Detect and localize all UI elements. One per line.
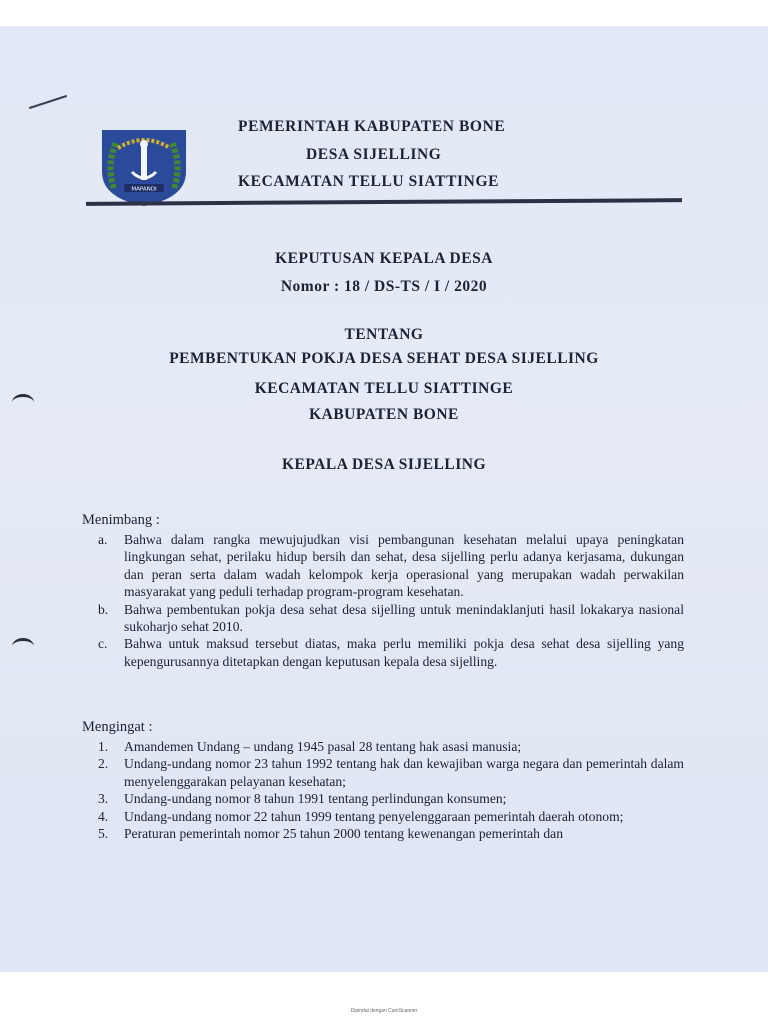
list-item xyxy=(98,790,684,807)
list-item xyxy=(98,808,684,825)
list-marker: 1. xyxy=(98,739,109,754)
list-text: Bahwa dalam rangka mewujujudkan visi pembangunan kesehatan melalui upaya peningkatan lingkungan sehat, perilaku hidup bersih dan sehat, desa sijelling perlu adanya kerjasama, dukungan dan peran serta dalam wadah kelompok kerja operasional yang merupakan wadah perwakilan masyarakat yang peduli terhadap program-program kesehatan. xyxy=(124,532,684,600)
header-district: KECAMATAN TELLU SIATTINGE xyxy=(238,173,500,190)
decree-about: TENTANG xyxy=(344,326,424,343)
list-text: Undang-undang nomor 22 tahun 1999 tentang penyelenggaraan pemerintah daerah otonom; xyxy=(124,808,624,824)
list-item xyxy=(98,738,684,755)
decree-title: KEPUTUSAN KEPALA DESA xyxy=(275,250,493,267)
list-item xyxy=(98,755,684,790)
list-item xyxy=(98,531,684,601)
list-text: Amandemen Undang – undang 1945 pasal 28 tentang hak asasi manusia; xyxy=(124,739,522,754)
menimbang-list xyxy=(98,531,684,670)
list-text: Peraturan pemerintah nomor 25 tahun 2000 tentang kewenangan pemerintah dan xyxy=(124,826,564,842)
list-marker: c. xyxy=(98,636,108,652)
svg-text:MAPANDI: MAPANDI xyxy=(131,186,157,193)
list-marker: 5. xyxy=(98,826,109,842)
decree-issuer: KEPALA DESA SIJELLING xyxy=(281,456,487,473)
header-government: PEMERINTAH KABUPATEN BONE xyxy=(238,118,506,135)
header-village: DESA SIJELLING xyxy=(306,146,442,163)
punch-hole-mark xyxy=(12,638,34,655)
list-marker: b. xyxy=(98,601,109,617)
list-marker: a. xyxy=(98,532,108,547)
decree-subject-regency: KABUPATEN BONE xyxy=(309,406,459,423)
regency-emblem-icon xyxy=(98,126,190,208)
list-item xyxy=(98,635,684,670)
pen-mark xyxy=(29,95,68,109)
decree-subject-district: KECAMATAN TELLU SIATTINGE xyxy=(254,380,514,397)
decree-subject: PEMBENTUKAN POKJA DESA SEHAT DESA SIJELLING xyxy=(169,350,599,367)
list-text: Undang-undang nomor 8 tahun 1991 tentang perlindungan konsumen; xyxy=(124,791,507,807)
decree-number: Nomor : 18 / DS-TS / I / 2020 xyxy=(280,278,488,295)
list-marker: 2. xyxy=(98,756,109,772)
list-text: Undang-undang nomor 23 tahun 1992 tentang hak dan kewajiban warga negara dan pemerintah dalam menyelenggarakan pelayanan kesehatan; xyxy=(124,756,684,789)
list-marker: 3. xyxy=(98,791,109,807)
list-text: Bahwa pembentukan pokja desa sehat desa sijelling untuk menindaklanjuti hasil lokakarya nasional sukoharjo sehat 2010. xyxy=(124,601,684,635)
menimbang-heading: Menimbang : xyxy=(82,512,160,528)
mengingat-heading: Mengingat : xyxy=(82,719,153,735)
mengingat-list xyxy=(98,738,684,842)
list-item xyxy=(98,825,684,842)
scan-footer-note: Dipindai dengan CamScanner xyxy=(350,1008,418,1014)
list-text: Bahwa untuk maksud tersebut diatas, maka perlu memiliki pokja desa sehat desa sijelling yang kepengurusannya ditetapkan dengan keputusan kepala desa sijelling. xyxy=(124,636,684,669)
list-item xyxy=(98,601,684,636)
list-marker: 4. xyxy=(98,808,109,824)
